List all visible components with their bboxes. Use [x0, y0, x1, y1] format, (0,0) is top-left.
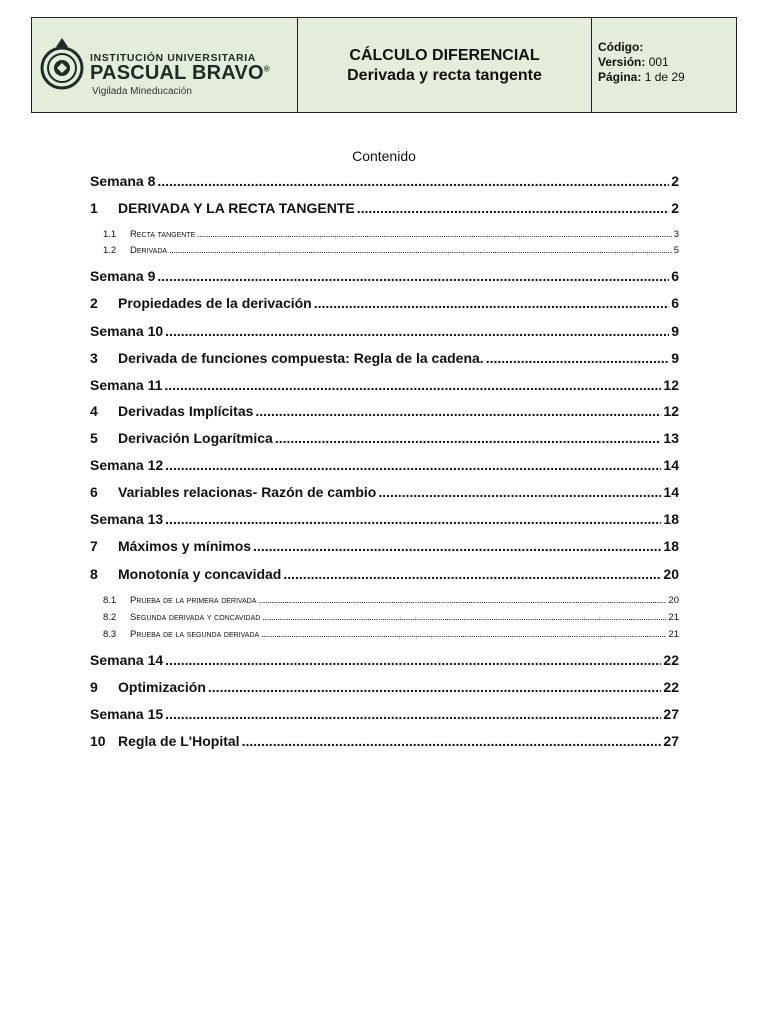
- toc-entry-label: Semana 9: [90, 268, 156, 284]
- toc-entry[interactable]: [90, 511, 679, 527]
- toc-entry-label: Derivación Logarítmica: [118, 430, 273, 446]
- toc-entry-page: 12: [663, 377, 679, 393]
- toc-entry-page: 18: [663, 511, 679, 527]
- toc-entry-label: Optimización: [118, 679, 206, 695]
- toc-entry-label: Semana 15: [90, 706, 164, 722]
- toc-entry-label: Semana 10: [90, 323, 164, 339]
- toc-entry-label: Semana 8: [90, 173, 156, 189]
- codigo-label: Código:: [598, 40, 644, 54]
- toc-entry-page: 6: [671, 295, 679, 311]
- toc-entry-label: Derivada: [130, 245, 168, 256]
- toc-entry-page: 9: [671, 350, 679, 366]
- toc-entry-label: Variables relacionas- Razón de cambio: [118, 484, 377, 500]
- version-row: [598, 55, 736, 70]
- toc-entry-page: 13: [663, 430, 679, 446]
- toc-entry-page: 22: [663, 679, 679, 695]
- toc-entry-label: Monotonía y concavidad: [118, 566, 282, 582]
- toc-entry-page: 22: [663, 652, 679, 668]
- toc-entry[interactable]: [90, 350, 679, 366]
- toc-entry-number: 3: [90, 350, 98, 366]
- toc-subentry[interactable]: [90, 595, 679, 606]
- toc-entry[interactable]: [90, 679, 679, 695]
- toc-entry-number: 5: [90, 430, 98, 446]
- toc-entry-label: Segunda derivada y concavidad: [130, 612, 261, 623]
- pagina-label: Página:: [598, 70, 642, 84]
- institution-line-1: INSTITUCIÓN UNIVERSITARIA: [90, 52, 256, 64]
- toc-entry-page: 6: [671, 268, 679, 284]
- toc-entry[interactable]: [90, 733, 679, 749]
- document-subtitle: Derivada y recta tangente: [347, 67, 542, 84]
- toc-entry[interactable]: [90, 652, 679, 668]
- toc-entry-number: 6: [90, 484, 98, 500]
- institution-seal-icon: [40, 35, 84, 93]
- toc-entry[interactable]: [90, 323, 679, 339]
- toc-entry-page: 5: [673, 245, 679, 256]
- toc-entry-number: 1: [90, 200, 98, 216]
- toc-entry-number: 4: [90, 403, 98, 419]
- toc-entry-number: 2: [90, 295, 98, 311]
- institution-tagline: Vigilada Mineducación: [92, 86, 192, 97]
- toc-entry[interactable]: [90, 268, 679, 284]
- toc-entry-page: 21: [668, 629, 679, 640]
- toc-entry-label: Semana 12: [90, 457, 164, 473]
- toc-entry-label: Derivadas Implícitas: [118, 403, 254, 419]
- toc-subentry[interactable]: [90, 229, 679, 240]
- toc-entry-label: DERIVADA Y LA RECTA TANGENTE: [118, 200, 355, 216]
- toc-entry[interactable]: [90, 200, 679, 216]
- toc-subentry[interactable]: [90, 629, 679, 640]
- toc-entry[interactable]: [90, 457, 679, 473]
- toc-entry-number: 8.3: [103, 629, 117, 640]
- toc-entry-page: 20: [668, 595, 679, 606]
- toc-entry-number: 10: [90, 733, 106, 749]
- document-header: [31, 17, 737, 113]
- toc-entry-page: 9: [671, 323, 679, 339]
- toc-entry-page: 27: [663, 706, 679, 722]
- toc-subentry[interactable]: [90, 245, 679, 256]
- pagina-row: [598, 70, 736, 85]
- toc-entry-label: Semana 13: [90, 511, 164, 527]
- toc-entry-label: Semana 14: [90, 652, 164, 668]
- toc-entry-page: 18: [663, 538, 679, 554]
- logo-cell: [32, 18, 298, 112]
- toc-entry-page: 12: [663, 403, 679, 419]
- institution-name-text: PASCUAL BRAVO: [90, 62, 264, 84]
- toc-entry-number: 7: [90, 538, 98, 554]
- toc-entry[interactable]: [90, 566, 679, 582]
- toc-entry[interactable]: [90, 430, 679, 446]
- toc-entry-number: 8.1: [103, 595, 117, 606]
- toc-entry-page: 20: [663, 566, 679, 582]
- toc-entry-label: Prueba de la primera derivada: [130, 595, 257, 606]
- toc-entry-number: 8: [90, 566, 98, 582]
- version-label: Versión:: [598, 55, 646, 69]
- toc-entry-label: Recta tangente: [130, 229, 196, 240]
- toc-entry-number: 8.2: [103, 612, 117, 623]
- toc-entry-page: 2: [671, 200, 679, 216]
- toc-entry[interactable]: [90, 173, 679, 189]
- document-title: CÁLCULO DIFERENCIAL: [349, 47, 540, 64]
- toc-entry-number: 1.2: [103, 245, 117, 256]
- registered-mark: ®: [263, 64, 270, 74]
- toc-entry-page: 27: [663, 733, 679, 749]
- toc-subentry[interactable]: [90, 612, 679, 623]
- toc-entry[interactable]: [90, 295, 679, 311]
- institution-name: [90, 62, 270, 85]
- toc-entry-label: Propiedades de la derivación: [118, 295, 312, 311]
- toc-entry[interactable]: [90, 403, 679, 419]
- toc-entry-number: 1.1: [103, 229, 117, 240]
- toc-entry[interactable]: [90, 484, 679, 500]
- toc-entry-page: 14: [663, 457, 679, 473]
- toc-entry-label: Semana 11: [90, 377, 163, 393]
- title-cell: [298, 18, 592, 112]
- toc-entry[interactable]: [90, 377, 679, 393]
- toc-entry-label: Prueba de la segunda derivada: [130, 629, 260, 640]
- toc-entry-page: 3: [673, 229, 679, 240]
- toc-entry-number: 9: [90, 679, 98, 695]
- version-value: 001: [648, 55, 669, 69]
- codigo-row: [598, 40, 736, 55]
- toc-entry-label: Regla de L'Hopital: [118, 733, 240, 749]
- toc-entry-page: 14: [663, 484, 679, 500]
- toc-entry-page: 21: [668, 612, 679, 623]
- toc-entry-page: 2: [671, 173, 679, 189]
- pagina-value: 1 de 29: [644, 70, 685, 84]
- meta-cell: [592, 18, 736, 112]
- toc-entry-label: Máximos y mínimos: [118, 538, 252, 554]
- toc-entry[interactable]: [90, 706, 679, 722]
- toc-entry-label: Derivada de funciones compuesta: Regla de la cadena.: [118, 350, 484, 366]
- toc-title: Contenido: [352, 148, 416, 164]
- toc-entry[interactable]: [90, 538, 679, 554]
